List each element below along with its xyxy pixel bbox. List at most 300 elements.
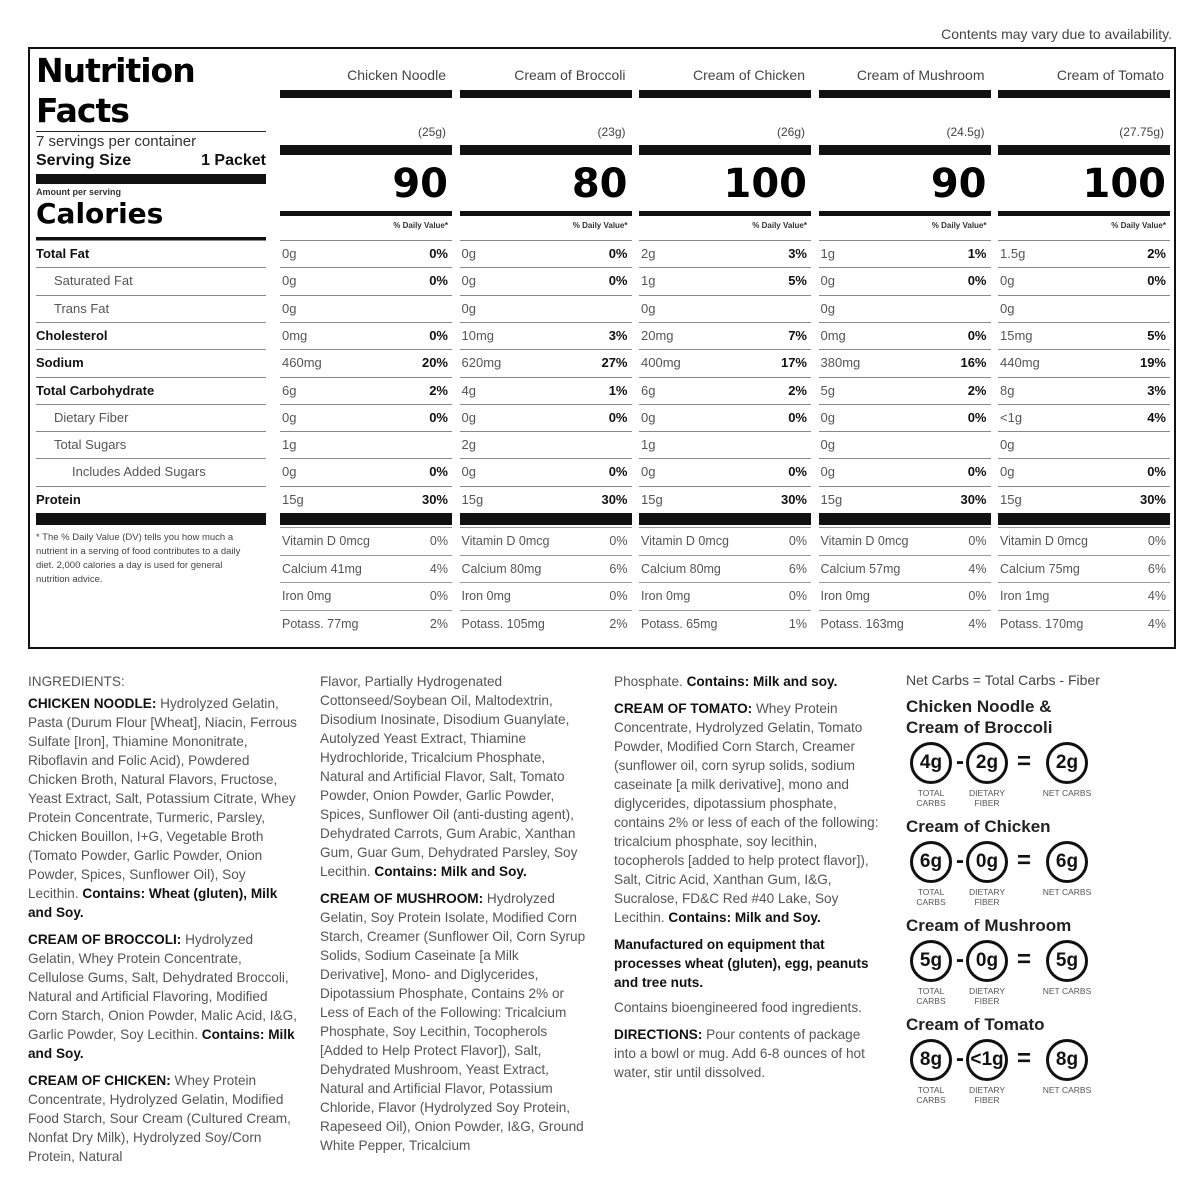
nutrient-amount: 380mg <box>820 355 861 371</box>
product-name: Cream of Broccoli <box>514 67 626 83</box>
nutrient-amount: 1.5g <box>1000 246 1026 261</box>
net-carbs-total-value: 5g <box>910 940 952 982</box>
net-carbs-total-value: 6g <box>910 841 952 883</box>
nutrient-percent: 0% <box>967 409 987 425</box>
net-carbs-equation <box>906 742 1176 810</box>
calories-value: 100 <box>723 161 807 207</box>
nutrient-amount: 0g <box>1000 300 1015 316</box>
net-carbs-net-value: 8g <box>1046 1039 1088 1081</box>
vitamin-row <box>819 582 991 609</box>
vitamin-row <box>460 582 632 609</box>
vitamin-percent: 0% <box>788 589 807 603</box>
nutrient-value-row <box>998 240 1170 267</box>
vitamin-percent: 6% <box>788 561 807 576</box>
minus-sign: - <box>956 1045 964 1072</box>
vitamin-row <box>819 527 991 554</box>
nutrient-value-row <box>280 267 452 294</box>
nutrient-value-row <box>998 458 1170 485</box>
vitamin-percent: 2% <box>609 616 628 631</box>
nutrient-percent: 1% <box>967 246 987 261</box>
section-divider <box>998 513 1170 525</box>
nutrient-percent: 20% <box>421 355 448 371</box>
nutrient-label-row <box>36 240 266 267</box>
nutrient-label: Trans Fat <box>54 300 110 316</box>
vitamin-amount: Potass. 65mg <box>641 616 718 631</box>
ingredients-col-2 <box>320 672 590 1163</box>
nutrient-amount: 0g <box>282 409 297 425</box>
nutrient-value-row <box>460 404 632 431</box>
vitamin-amount: Vitamin D 0mcg <box>641 534 729 548</box>
nutrient-value-row <box>280 349 452 376</box>
ingredient-text: Flavor, Partially Hydrogenated Cottonseed/Soybean Oil, Maltodextrin, Disodium Inosinate, Disodium Guanylate, Autolyzed Yeast Extract, Thiamine Hydrochloride, Tricalcium Phosphate, Natural and Artificial Flavor, Salt, Tomato Powder, Onion Powder, Garlic Powder, Spices, Sunflower Oil (anti-dusting agent), Dehydrated Carrots, Gum Arabic, Xanthan Gum, Guar Gum, Dehydrated Parsley, Soy Lecithin. <box>320 674 578 879</box>
ingredient-paragraph <box>614 699 884 927</box>
nutrient-amount: 1g <box>820 246 835 261</box>
nutrient-value-row <box>280 240 452 267</box>
nutrient-amount: 0g <box>641 464 656 480</box>
nutrition-facts-panel <box>28 47 1176 649</box>
nutrient-value-row <box>460 377 632 404</box>
vitamin-amount: Vitamin D 0mcg <box>1000 534 1088 548</box>
nutrient-percent: 19% <box>1139 355 1166 371</box>
nutrient-percent: 0% <box>608 464 628 480</box>
allergen-statement: Contains: Milk and Soy. <box>374 864 527 879</box>
nutrient-amount: 0mg <box>820 327 846 343</box>
vitamin-amount: Calcium 57mg <box>820 561 901 576</box>
daily-value-header: % Daily Value* <box>1111 221 1166 230</box>
net-carbs-title: Chicken Noodle & Cream of Broccoli <box>906 697 1053 737</box>
net-carbs-fiber-caption: DIETARY FIBER <box>968 788 1006 808</box>
calories-bar <box>460 211 632 216</box>
nutrient-percent: 30% <box>1139 491 1166 507</box>
nutrient-percent: 30% <box>960 491 987 507</box>
net-carbs-title: Cream of Mushroom <box>906 916 1072 935</box>
nutrient-percent: 0% <box>967 327 987 343</box>
nutrient-percent: 0% <box>967 273 987 289</box>
vitamin-percent: 0% <box>1147 534 1166 548</box>
net-carbs-net-caption: NET CARBS <box>1042 887 1092 897</box>
nutrient-value-row <box>819 295 991 322</box>
nutrient-amount: 0g <box>461 273 476 289</box>
net-carbs-fiber-value: <1g <box>966 1039 1008 1081</box>
nutrient-value-row <box>998 349 1170 376</box>
nutrient-percent: 16% <box>960 355 987 371</box>
nutrient-value-row <box>819 240 991 267</box>
nutrient-percent: 17% <box>780 355 807 371</box>
nutrient-label-row <box>36 377 266 404</box>
daily-value-header: % Daily Value* <box>572 221 628 230</box>
facts-label-column <box>36 49 266 585</box>
header-bar <box>280 90 452 98</box>
allergen-statement: Contains: Milk and Soy. <box>28 1027 295 1061</box>
nutrient-amount: 0g <box>820 273 835 289</box>
nutrient-percent: 7% <box>788 327 807 343</box>
serving-weight: (24.5g) <box>946 125 985 139</box>
vitamin-row <box>998 527 1170 554</box>
nutrient-value-row <box>639 404 811 431</box>
vitamin-percent: 6% <box>1147 561 1166 576</box>
vitamin-row <box>280 610 452 637</box>
vitamin-row <box>998 582 1170 609</box>
nutrient-percent: 0% <box>608 409 628 425</box>
nutrient-value-row <box>280 295 452 322</box>
directions-text: Pour contents of package into a bowl or mug. Add 6-8 ounces of hot water, stir until dissolved. <box>614 1027 865 1080</box>
section-divider <box>460 513 632 525</box>
net-carbs-net-value: 5g <box>1046 940 1088 982</box>
net-carbs-group <box>906 696 1176 810</box>
vitamin-percent: 0% <box>968 589 987 603</box>
calories-value: 90 <box>392 161 448 207</box>
net-carbs-equation <box>906 940 1176 1008</box>
product-column <box>460 49 632 647</box>
daily-value-footnote: * The % Daily Value (DV) tells you how much a nutrient in a serving of food contributes to a daily diet. 2,000 calories a day is used for general nutrition advice. <box>36 532 241 585</box>
vitamin-amount: Potass. 170mg <box>1000 616 1084 631</box>
vitamin-amount: Iron 0mg <box>820 589 870 603</box>
nutrient-percent: 3% <box>608 327 628 343</box>
nutrient-value-row <box>460 431 632 458</box>
product-column <box>639 49 811 647</box>
ingredient-text: Hydrolyzed Gelatin, Soy Protein Isolate, Modified Corn Starch, Creamer (Sunflower Oil, Corn Syrup Solids, Sodium Caseinate [a Milk Derivative], Mono- and Diglycerides, Dipotassium Phosphate, Contains 2% or Less of Each of the Following: Tricalcium Phosphate, Soy Lecithin, Tocopherols [Added to Help Protect Flavor]), Salt, Dehydrated Mushroom, Yeast Extract, Natural and Artificial Flavor, Potassium Chloride, Flavor (Hydrolyzed Soy Protein, Rapeseed Oil), Onion Powder, I&G, Ground White Pepper, Tricalcium <box>320 891 586 1153</box>
nutrient-label-row <box>36 295 266 322</box>
nutrient-value-row <box>639 349 811 376</box>
nutrient-value-row <box>280 458 452 485</box>
nutrient-value-row <box>639 486 811 513</box>
nutrient-percent: 2% <box>967 382 987 398</box>
nutrient-label: Cholesterol <box>36 327 108 343</box>
nutrient-percent: 0% <box>788 464 807 480</box>
net-carbs-net-value: 6g <box>1046 841 1088 883</box>
nutrient-label: Total Carbohydrate <box>36 382 155 398</box>
serving-bar <box>998 145 1170 155</box>
vitamin-percent: 0% <box>609 589 628 603</box>
nutrient-amount: 15g <box>282 491 304 507</box>
nutrient-amount: 0g <box>641 409 656 425</box>
nutrient-amount: 2g <box>461 437 476 453</box>
availability-note: Contents may vary due to availability. <box>941 26 1172 42</box>
ingredient-paragraph <box>28 694 298 922</box>
net-carbs-fiber-caption: DIETARY FIBER <box>968 986 1006 1006</box>
nutrient-label-row <box>36 431 266 458</box>
product-column <box>998 49 1170 647</box>
equipment-statement: Manufactured on equipment that processes wheat (gluten), egg, peanuts and tree nuts. <box>614 937 869 990</box>
net-carbs-fiber-value: 2g <box>966 742 1008 784</box>
nutrient-amount: 6g <box>282 382 297 398</box>
nutrient-label-row <box>36 486 266 513</box>
daily-value-header: % Daily Value* <box>752 221 807 230</box>
section-divider <box>639 513 811 525</box>
ingredient-paragraph <box>614 672 884 691</box>
serving-size-label: Serving Size <box>36 152 132 169</box>
nutrient-amount: 0g <box>1000 273 1015 289</box>
nutrient-amount: 0g <box>820 464 835 480</box>
ingredient-product-name: CREAM OF BROCCOLI: <box>28 932 182 947</box>
net-carbs-total-caption: TOTAL CARBS <box>916 1085 946 1105</box>
nutrient-percent: 2% <box>788 382 807 398</box>
nutrient-amount: <1g <box>1000 409 1023 425</box>
vitamin-amount: Iron 0mg <box>282 589 332 603</box>
equals-sign: = <box>1017 1045 1032 1072</box>
nutrient-label: Saturated Fat <box>54 273 133 289</box>
nutrient-amount: 5g <box>820 382 835 398</box>
nutrient-label: Protein <box>36 491 81 507</box>
nutrient-amount: 4g <box>461 382 476 398</box>
nutrient-value-row <box>280 322 452 349</box>
nutrient-amount: 0g <box>820 437 835 453</box>
nutrient-label: Includes Added Sugars <box>72 464 206 480</box>
vitamin-amount: Potass. 77mg <box>282 616 359 631</box>
vitamin-amount: Calcium 41mg <box>282 561 362 576</box>
net-carbs-net-caption: NET CARBS <box>1042 788 1092 798</box>
ingredient-product-name: CHICKEN NOODLE: <box>28 696 157 711</box>
serving-weight: (27.75g) <box>1119 125 1164 139</box>
nutrient-percent: 0% <box>429 464 448 480</box>
ingredient-text: Hydrolyzed Gelatin, Whey Protein Concentrate, Cellulose Gums, Salt, Dehydrated Broccoli, Natural and Artificial Flavoring, Modified Corn Starch, Onion Powder, Malic Acid, I&G, Garlic Powder, Soy Lecithin. <box>28 932 297 1042</box>
net-carbs-total-value: 8g <box>910 1039 952 1081</box>
vitamin-amount: Potass. 105mg <box>461 616 545 631</box>
calories-bar <box>998 211 1170 216</box>
nutrient-amount: 0g <box>461 246 476 261</box>
nutrient-value-row <box>639 240 811 267</box>
nutrient-percent: 0% <box>429 273 448 289</box>
vitamin-row <box>280 582 452 609</box>
ingredients-col-3 <box>614 672 884 1085</box>
minus-sign: - <box>956 946 964 973</box>
nutrient-value-row <box>639 431 811 458</box>
nutrient-value-row <box>280 431 452 458</box>
nutrient-value-row <box>998 404 1170 431</box>
vitamin-row <box>280 555 452 582</box>
calories-bar <box>639 211 811 216</box>
nutrient-label-row <box>36 349 266 376</box>
product-name: Cream of Mushroom <box>856 67 985 83</box>
net-carbs-net-caption: NET CARBS <box>1042 1085 1092 1095</box>
nutrient-amount: 460mg <box>282 355 322 371</box>
nutrient-amount: 1g <box>282 437 297 453</box>
nutrient-percent: 0% <box>429 327 448 343</box>
nutrient-label: Sodium <box>36 355 84 371</box>
nutrient-value-row <box>639 377 811 404</box>
nutrition-facts-title: Nutrition Facts <box>36 51 195 130</box>
serving-bar <box>639 145 811 155</box>
nutrient-value-row <box>998 377 1170 404</box>
vitamin-amount: Iron 0mg <box>641 589 691 603</box>
ingredient-product-name: CREAM OF MUSHROOM: <box>320 891 484 906</box>
nutrient-value-row <box>819 267 991 294</box>
vitamin-percent: 4% <box>968 561 987 576</box>
nutrient-amount: 0g <box>1000 464 1015 480</box>
equals-sign: = <box>1017 748 1032 775</box>
nutrient-amount: 0g <box>461 300 476 316</box>
vitamin-amount: Calcium 80mg <box>461 561 542 576</box>
nutrient-label-row <box>36 404 266 431</box>
nutrient-percent: 30% <box>421 491 448 507</box>
nutrient-value-row <box>460 458 632 485</box>
net-carbs-title: Cream of Chicken <box>906 817 1051 836</box>
calories-bar <box>280 211 452 216</box>
vitamin-row <box>460 610 632 637</box>
serving-size-row <box>36 151 266 171</box>
nutrient-percent: 0% <box>429 246 448 261</box>
section-divider <box>280 513 452 525</box>
nutrient-label-row <box>36 267 266 294</box>
vitamin-row <box>460 555 632 582</box>
vitamin-percent: 0% <box>968 534 987 548</box>
nutrient-percent: 0% <box>967 464 987 480</box>
nutrient-value-row <box>280 404 452 431</box>
nutrient-label-row <box>36 458 266 485</box>
ingredient-text: Hydrolyzed Gelatin, Pasta (Durum Flour [Wheat], Niacin, Ferrous Sulfate [Iron], Thiamine Mononitrate, Riboflavin and Folic Acid), Powdered Chicken Broth, Natural Flavors, Fructose, Yeast Extract, Salt, Potassium Citrate, Whey Protein Concentrate, Turmeric, Parsley, Chicken Bouillon, I+G, Vegetable Broth (Tomato Powder, Garlic Powder, Onion Powder, Spices, Sunflower Oil), Soy Lecithin. <box>28 696 297 901</box>
daily-value-header: % Daily Value* <box>393 221 448 230</box>
section-divider <box>36 513 266 525</box>
nutrient-value-row <box>460 240 632 267</box>
calories-value: 100 <box>1082 161 1166 207</box>
nutrient-percent: 0% <box>788 409 807 425</box>
nutrient-percent: 0% <box>608 273 628 289</box>
nutrient-percent: 5% <box>1147 327 1166 343</box>
nutrient-percent: 1% <box>608 382 628 398</box>
vitamin-amount: Vitamin D 0mcg <box>461 534 550 548</box>
vitamin-percent: 0% <box>429 534 448 548</box>
nutrient-amount: 0g <box>1000 437 1015 453</box>
nutrient-value-row <box>280 486 452 513</box>
vitamin-percent: 4% <box>968 616 987 631</box>
calories-bar <box>819 211 991 216</box>
vitamin-percent: 0% <box>788 534 807 548</box>
product-column <box>280 49 452 647</box>
nutrient-percent: 0% <box>608 246 628 261</box>
nutrient-value-row <box>460 322 632 349</box>
net-carbs-equation <box>906 841 1176 909</box>
vitamin-percent: 0% <box>609 534 628 548</box>
calories-label: Calories <box>36 197 164 230</box>
ingredient-paragraph <box>320 889 590 1155</box>
nutrient-amount: 0g <box>461 464 476 480</box>
nutrient-value-row <box>460 349 632 376</box>
ingredient-paragraph <box>28 1071 298 1166</box>
vitamin-percent: 0% <box>429 589 448 603</box>
net-carbs-section <box>906 672 1176 1107</box>
serving-weight: (25g) <box>417 125 446 139</box>
vitamin-percent: 4% <box>1147 616 1166 631</box>
header-bar <box>639 90 811 98</box>
section-divider <box>819 513 991 525</box>
calories-value: 80 <box>571 161 628 207</box>
allergen-statement: Contains: Milk and Soy. <box>668 910 821 925</box>
nutrient-percent: 30% <box>601 491 628 507</box>
ingredient-product-name: CREAM OF CHICKEN: <box>28 1073 171 1088</box>
nutrient-amount: 1g <box>641 273 656 289</box>
nutrient-amount: 6g <box>641 382 656 398</box>
nutrient-value-row <box>819 404 991 431</box>
product-name: Chicken Noodle <box>347 67 446 83</box>
nutrient-value-row <box>639 322 811 349</box>
nutrient-amount: 0g <box>820 300 835 316</box>
nutrient-amount: 15g <box>641 491 663 507</box>
ingredient-text: Phosphate. <box>614 674 687 689</box>
nutrient-amount: 15mg <box>1000 327 1033 343</box>
vitamin-amount: Calcium 80mg <box>641 561 721 576</box>
vitamin-row <box>998 610 1170 637</box>
header-bar <box>819 90 991 98</box>
nutrient-percent: 2% <box>429 382 448 398</box>
nutrient-amount: 440mg <box>1000 355 1040 371</box>
nutrient-value-row <box>819 458 991 485</box>
amount-per-serving: Amount per serving <box>36 187 122 197</box>
product-name: Cream of Tomato <box>1056 67 1164 83</box>
nutrient-value-row <box>819 349 991 376</box>
nutrient-value-row <box>819 431 991 458</box>
nutrient-value-row <box>819 322 991 349</box>
nutrient-percent: 0% <box>1147 464 1166 480</box>
nutrient-label: Total Sugars <box>54 437 127 453</box>
vitamin-row <box>998 555 1170 582</box>
nutrient-label: Total Fat <box>36 246 90 261</box>
nutrient-percent: 3% <box>788 246 807 261</box>
nutrient-value-row <box>460 295 632 322</box>
nutrient-label: Dietary Fiber <box>54 409 129 425</box>
vitamin-row <box>280 527 452 554</box>
ingredient-product-name: CREAM OF TOMATO: <box>614 701 753 716</box>
nutrient-value-row <box>998 267 1170 294</box>
nutrient-percent: 3% <box>1147 382 1166 398</box>
minus-sign: - <box>956 748 964 775</box>
nutrient-value-row <box>998 486 1170 513</box>
serving-weight: (23g) <box>597 125 626 139</box>
nutrient-value-row <box>280 377 452 404</box>
minus-sign: - <box>956 847 964 874</box>
nutrient-value-row <box>819 486 991 513</box>
directions <box>614 1025 884 1082</box>
nutrient-percent: 27% <box>601 355 628 371</box>
equals-sign: = <box>1017 946 1032 973</box>
nutrient-amount: 0g <box>282 464 297 480</box>
vitamin-amount: Vitamin D 0mcg <box>820 534 909 548</box>
ingredient-text: Whey Protein Concentrate, Hydrolyzed Gelatin, Modified Food Starch, Sour Cream (Cultured Cream, Nonfat Dry Milk), Hydrolyzed Soy/Corn Protein, Natural <box>28 1073 291 1164</box>
vitamin-amount: Iron 0mg <box>461 589 511 603</box>
nutrient-amount: 400mg <box>641 355 681 371</box>
vitamin-row <box>639 610 811 637</box>
nutrient-amount: 0g <box>461 409 476 425</box>
vitamin-row <box>639 555 811 582</box>
daily-value-header: % Daily Value* <box>931 221 987 230</box>
ingredients-col-1 <box>28 672 298 1174</box>
net-carbs-total-caption: TOTAL CARBS <box>916 887 946 907</box>
nutrient-amount: 620mg <box>461 355 502 371</box>
nutrient-amount: 15g <box>820 491 843 507</box>
nutrient-value-row <box>998 295 1170 322</box>
vitamin-amount: Iron 1mg <box>1000 589 1050 603</box>
vitamin-row <box>819 555 991 582</box>
nutrient-value-row <box>998 322 1170 349</box>
vitamin-amount: Potass. 163mg <box>820 616 904 631</box>
nutrient-amount: 0g <box>820 409 835 425</box>
vitamin-amount: Vitamin D 0mcg <box>282 534 370 548</box>
ingredient-text: Whey Protein Concentrate, Hydrolyzed Gelatin, Tomato Powder, Modified Corn Starch, Creamer (sunflower oil, corn syrup solids, sodium caseinate [a milk derivative], mono and diglycerides, dipotassium phosphate, contains 2% or less of each of the following: tricalcium phosphate, soy lecithin, tocopherols [added to help protect flavor]), Salt, Citric Acid, Xanthan Gum, I&G, Sucralose, FD&C Red #40 Lake, Soy Lecithin. <box>614 701 879 925</box>
net-carbs-group <box>906 816 1176 909</box>
net-carbs-title: Cream of Tomato <box>906 1015 1045 1034</box>
ingredient-paragraph <box>28 930 298 1063</box>
net-carbs-net-caption: NET CARBS <box>1042 986 1092 996</box>
nutrient-amount: 0g <box>641 300 656 316</box>
nutrient-percent: 0% <box>1147 273 1166 289</box>
nutrient-percent: 30% <box>780 491 807 507</box>
vitamin-percent: 4% <box>1147 589 1166 603</box>
vitamin-percent: 6% <box>609 561 628 576</box>
net-carbs-fiber-caption: DIETARY FIBER <box>968 887 1006 907</box>
nutrient-amount: 20mg <box>641 327 674 343</box>
serving-bar <box>460 145 632 155</box>
nutrient-amount: 10mg <box>461 327 495 343</box>
nutrient-amount: 2g <box>641 246 656 261</box>
